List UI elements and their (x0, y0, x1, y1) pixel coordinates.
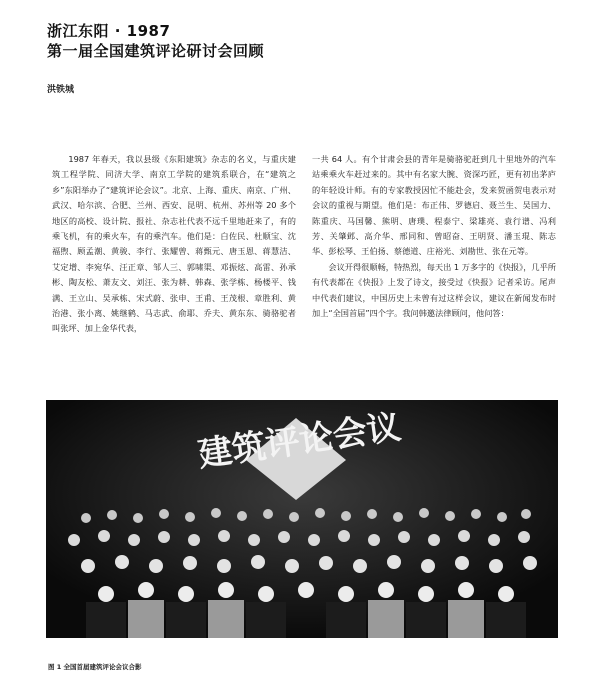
group-photo-illustration (46, 400, 558, 638)
right-column (312, 152, 556, 321)
author-name: 洪铁城 (47, 85, 75, 95)
photo-caption: 图 1 全国首届建筑评论会议合影 (48, 663, 142, 671)
group-photo (46, 400, 558, 638)
banner-text: 建筑评论会议 (195, 407, 404, 476)
article-title-line1: 浙江东阳 · 1987 (47, 22, 171, 40)
article-title-line2: 第一届全国建筑评论研讨会回顾 (47, 42, 265, 60)
body-paragraph: 一共 64 人。有个甘肃会县的青年是骑骆驼赶到几十里地外的汽车站乘乘火车赶过来的。其中有名家大腕、资深巧匠，更有初出茅庐的年轻设计师。有的专家教授因忙不能赴会，发来贺函贺电表示对会议的重视与期望。他们是：布正伟、罗德启、聂兰生、吴国力、陈重庆、马国馨、熊明、唐璞、程泰宁、梁雄亮、袁行谱、冯利芳、关肇邺、高介华、邢同和、曾昭奋、王明贤、潘玉琨、陈志华、彭松琴、王伯扬、蔡德道、庄裕光、刘勘世、张在元等。 (312, 154, 556, 257)
body-paragraph: 1987 年春天，我以县级《东阳建筑》杂志的名义，与重庆建筑工程学院、同济大学、南京工学院的建筑系联合，在“建筑之乡”东阳举办了“建筑评论会议”。北京、上海、重庆、南京、广州、武汉、哈尔滨、合肥、兰州、西安、昆明、杭州、苏州等 20 多个地区的高校、设计院、报社、杂志社代表不远千里地赶来了，有的乘飞机，有的乘火车，有的乘汽车。他们是：白佐民、杜顺宝、沈福煦、顾孟潮、黄骏、李行、张耀曾、蒋甄元、唐玉恩、蒋慧洁、艾定增、李宛华、汪正章、邹人三、郭啸渠、邓振炫、高雷、孙承彬、陶友松、萧友文、刘汪、张为耕、韩森、张学栋、杨楼平、钱满、王立山、吴承栋、宋式蔚、张申、王甫、王茂根、章胜利、黄治港、张小离、姚继鹤、马志武、俞耶、乔夫、黄东东、骑骆驼者叫张坪、加上金华代表， (52, 154, 296, 334)
left-column (52, 152, 296, 337)
body-paragraph: 会议开得很顺畅，特热烈，每天出 1 万多字的《快报》，几乎所有代表都在《快报》上发了诗文，接受过《快报》记者采访。尾声中代表们建议，中国历史上未曾有过这样会议，建议在新闻发布时加上“全国首届”四个字。我问韩邀法律顾问，他问答： (312, 261, 556, 319)
